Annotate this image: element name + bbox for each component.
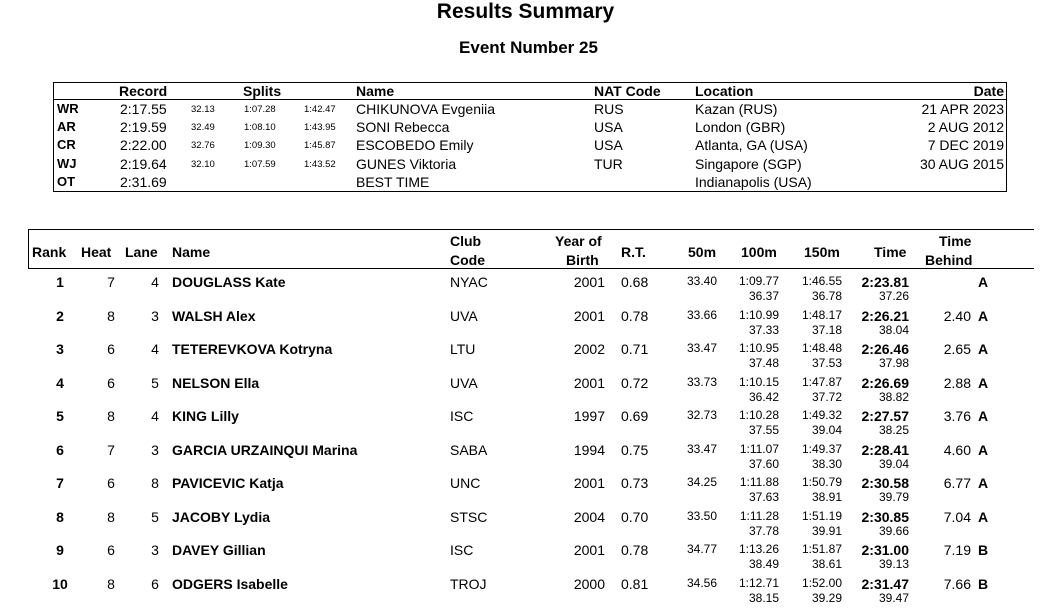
record-location: London (GBR) bbox=[695, 119, 786, 136]
club-code: UVA bbox=[450, 374, 478, 391]
record-split-1: 32.13 bbox=[191, 104, 215, 115]
split-50m: 33.66 bbox=[686, 307, 717, 322]
lap-200m: 39.66 bbox=[878, 523, 909, 538]
record-row bbox=[0, 156, 1051, 174]
qualifying-grade: A bbox=[978, 408, 989, 424]
swimmer-name: DOUGLASS Kate bbox=[172, 274, 286, 290]
split-100m: 1:10.15 bbox=[738, 374, 779, 389]
split-150m: 1:50.79 bbox=[801, 475, 842, 489]
record-date: 7 DEC 2019 bbox=[927, 137, 1004, 154]
record-split-2: 1:09.30 bbox=[244, 140, 276, 152]
year-of-birth: 2001 bbox=[573, 274, 605, 290]
split-100m: 1:10.95 bbox=[738, 341, 779, 355]
record-time: 2:19.59 bbox=[120, 119, 167, 136]
result-rank: 4 bbox=[56, 374, 64, 391]
time-behind: 2.40 bbox=[943, 307, 971, 324]
result-heat: 8 bbox=[107, 307, 115, 324]
club-code: UVA bbox=[450, 307, 478, 324]
page-title: Results Summary bbox=[436, 0, 615, 23]
lap-100m: 37.55 bbox=[748, 423, 779, 437]
swimmer-name: NELSON Ella bbox=[172, 374, 260, 391]
lap-200m: 38.25 bbox=[878, 423, 909, 437]
lap-200m: 39.13 bbox=[878, 557, 909, 571]
year-of-birth: 2004 bbox=[573, 508, 605, 525]
result-lane: 5 bbox=[151, 374, 159, 391]
result-row bbox=[0, 341, 1051, 375]
final-time: 2:27.57 bbox=[861, 408, 909, 424]
record-time: 2:17.55 bbox=[120, 101, 167, 117]
split-150m: 1:51.19 bbox=[801, 508, 842, 523]
lap-150m: 39.91 bbox=[811, 523, 842, 538]
record-location: Indianapolis (USA) bbox=[695, 173, 812, 190]
result-rank: 9 bbox=[56, 542, 64, 558]
header-year-of: Year of bbox=[555, 233, 602, 249]
record-location: Singapore (SGP) bbox=[695, 155, 802, 172]
header-time-behind-1: Time bbox=[939, 233, 972, 249]
result-lane: 3 bbox=[151, 542, 159, 558]
header-birth: Birth bbox=[566, 252, 599, 268]
records-header-record: Record bbox=[119, 83, 168, 99]
lap-200m: 39.47 bbox=[878, 590, 909, 605]
time-behind: 7.66 bbox=[943, 575, 971, 592]
lap-200m: 38.04 bbox=[878, 322, 909, 337]
record-time: 2:19.64 bbox=[120, 155, 167, 172]
reaction-time: 0.72 bbox=[621, 374, 649, 391]
result-row bbox=[0, 442, 1051, 476]
qualifying-grade: A bbox=[978, 441, 989, 458]
split-50m: 33.47 bbox=[686, 441, 717, 456]
swimmer-name: PAVICEVIC Katja bbox=[172, 475, 284, 491]
result-lane: 8 bbox=[151, 475, 159, 491]
header-heat: Heat bbox=[81, 244, 112, 260]
qualifying-grade: B bbox=[978, 542, 989, 558]
records-header-divider bbox=[53, 99, 1007, 100]
record-split-1: 32.76 bbox=[191, 140, 215, 152]
result-heat: 7 bbox=[107, 274, 115, 290]
year-of-birth: 2001 bbox=[573, 307, 605, 324]
record-split-3: 1:43.95 bbox=[304, 122, 336, 134]
lap-100m: 37.78 bbox=[748, 523, 779, 538]
result-lane: 6 bbox=[151, 575, 159, 592]
final-time: 2:28.41 bbox=[861, 441, 909, 458]
final-time: 2:30.58 bbox=[861, 475, 909, 491]
record-row bbox=[0, 119, 1051, 137]
lap-100m: 37.60 bbox=[748, 456, 779, 471]
result-heat: 8 bbox=[107, 575, 115, 592]
year-of-birth: 2000 bbox=[573, 575, 605, 592]
result-heat: 6 bbox=[107, 374, 115, 391]
record-nat: RUS bbox=[594, 101, 624, 117]
header-150m: 150m bbox=[804, 244, 840, 260]
records-header-name: Name bbox=[356, 83, 395, 99]
lap-150m: 37.53 bbox=[811, 356, 842, 370]
lap-100m: 37.33 bbox=[748, 322, 779, 337]
records-header-date: Date bbox=[973, 83, 1004, 99]
record-row bbox=[0, 174, 1051, 192]
record-split-2: 1:07.59 bbox=[244, 158, 276, 170]
record-code: AR bbox=[57, 119, 76, 135]
swimmer-name: TETEREVKOVA Kotryna bbox=[172, 341, 333, 357]
year-of-birth: 2001 bbox=[573, 475, 605, 491]
reaction-time: 0.73 bbox=[621, 475, 649, 491]
final-time: 2:23.81 bbox=[861, 274, 909, 290]
record-code: WJ bbox=[57, 155, 77, 171]
qualifying-grade: A bbox=[978, 508, 989, 525]
lap-200m: 38.82 bbox=[878, 389, 909, 404]
result-row bbox=[0, 274, 1051, 308]
swimmer-name: WALSH Alex bbox=[172, 307, 256, 324]
split-150m: 1:46.55 bbox=[801, 274, 842, 288]
lap-200m: 37.26 bbox=[878, 289, 909, 303]
result-rank: 5 bbox=[56, 408, 64, 424]
lap-100m: 38.49 bbox=[748, 557, 779, 571]
lap-150m: 36.78 bbox=[811, 289, 842, 303]
result-heat: 6 bbox=[107, 341, 115, 357]
reaction-time: 0.71 bbox=[621, 341, 649, 357]
record-code: OT bbox=[57, 173, 76, 189]
reaction-time: 0.75 bbox=[621, 441, 649, 458]
qualifying-grade: A bbox=[978, 475, 989, 491]
record-split-3: 1:42.47 bbox=[304, 104, 336, 115]
record-date: 2 AUG 2012 bbox=[927, 119, 1004, 136]
club-code: ISC bbox=[450, 408, 474, 424]
year-of-birth: 2001 bbox=[573, 542, 605, 558]
record-holder: SONI Rebecca bbox=[356, 119, 450, 136]
reaction-time: 0.81 bbox=[621, 575, 649, 592]
split-150m: 1:52.00 bbox=[801, 575, 842, 590]
lap-150m: 39.04 bbox=[811, 423, 842, 437]
record-split-2: 1:08.10 bbox=[244, 122, 276, 134]
qualifying-grade: A bbox=[978, 341, 989, 357]
lap-150m: 38.91 bbox=[811, 490, 842, 504]
qualifying-grade: B bbox=[978, 575, 989, 592]
split-100m: 1:12.71 bbox=[738, 575, 779, 590]
split-100m: 1:13.26 bbox=[738, 542, 779, 556]
result-row bbox=[0, 308, 1051, 342]
record-nat: TUR bbox=[594, 155, 623, 172]
lap-100m: 36.42 bbox=[748, 389, 779, 404]
result-rank: 10 bbox=[52, 575, 68, 592]
time-behind: 3.76 bbox=[943, 408, 971, 424]
lap-150m: 38.61 bbox=[811, 557, 842, 571]
record-time: 2:22.00 bbox=[120, 137, 167, 154]
result-rank: 3 bbox=[56, 341, 64, 357]
split-50m: 33.50 bbox=[686, 508, 717, 523]
lap-200m: 39.04 bbox=[878, 456, 909, 471]
split-50m: 33.47 bbox=[686, 341, 717, 355]
swimmer-name: ODGERS Isabelle bbox=[172, 575, 288, 592]
lap-150m: 37.72 bbox=[811, 389, 842, 404]
split-150m: 1:48.48 bbox=[801, 341, 842, 355]
record-split-1: 32.49 bbox=[191, 122, 215, 134]
header-time-behind-2: Behind bbox=[925, 252, 973, 268]
year-of-birth: 1997 bbox=[573, 408, 605, 424]
record-holder: GUNES Viktoria bbox=[356, 155, 457, 172]
swimmer-name: KING Lilly bbox=[172, 408, 239, 424]
split-150m: 1:51.87 bbox=[801, 542, 842, 556]
final-time: 2:26.46 bbox=[861, 341, 909, 357]
split-100m: 1:10.28 bbox=[738, 408, 779, 422]
reaction-time: 0.69 bbox=[621, 408, 649, 424]
result-heat: 7 bbox=[107, 441, 115, 458]
result-rank: 1 bbox=[56, 274, 64, 290]
record-split-2: 1:07.28 bbox=[244, 104, 276, 115]
record-code: CR bbox=[57, 137, 76, 153]
club-code: ISC bbox=[450, 542, 474, 558]
split-50m: 34.25 bbox=[686, 475, 717, 489]
split-100m: 1:09.77 bbox=[738, 274, 779, 288]
header-name: Name bbox=[172, 244, 211, 260]
club-code: SABA bbox=[450, 441, 488, 458]
result-heat: 8 bbox=[107, 408, 115, 424]
result-lane: 4 bbox=[151, 408, 159, 424]
split-100m: 1:11.88 bbox=[739, 475, 779, 489]
swimmer-name: GARCIA URZAINQUI Marina bbox=[172, 441, 358, 458]
lap-150m: 39.29 bbox=[811, 590, 842, 605]
record-row bbox=[0, 137, 1051, 155]
record-nat: USA bbox=[594, 137, 623, 154]
result-rank: 6 bbox=[56, 441, 64, 458]
lap-150m: 38.30 bbox=[811, 456, 842, 471]
record-time: 2:31.69 bbox=[120, 173, 167, 190]
lap-100m: 37.63 bbox=[748, 490, 779, 504]
time-behind: 7.19 bbox=[943, 542, 971, 558]
reaction-time: 0.70 bbox=[621, 508, 649, 525]
final-time: 2:31.00 bbox=[861, 542, 909, 558]
final-time: 2:26.21 bbox=[861, 307, 909, 324]
split-150m: 1:49.32 bbox=[801, 408, 842, 422]
lap-200m: 37.98 bbox=[878, 356, 909, 370]
record-holder: ESCOBEDO Emily bbox=[356, 137, 474, 154]
header-100m: 100m bbox=[741, 244, 777, 260]
result-rank: 2 bbox=[56, 307, 64, 324]
record-split-1: 32.10 bbox=[191, 158, 215, 170]
time-behind: 7.04 bbox=[943, 508, 971, 525]
year-of-birth: 2001 bbox=[573, 374, 605, 391]
result-heat: 8 bbox=[107, 508, 115, 525]
result-row bbox=[0, 509, 1051, 543]
result-rank: 8 bbox=[56, 508, 64, 525]
record-code: WR bbox=[57, 101, 79, 116]
club-code: TROJ bbox=[450, 575, 487, 592]
header-club: Club bbox=[450, 233, 482, 249]
swimmer-name: JACOBY Lydia bbox=[172, 508, 271, 525]
split-100m: 1:11.28 bbox=[739, 508, 779, 523]
split-100m: 1:10.99 bbox=[738, 307, 779, 322]
records-header-splits: Splits bbox=[243, 83, 282, 99]
header-50m: 50m bbox=[688, 244, 717, 260]
header-lane: Lane bbox=[125, 244, 158, 260]
record-holder: CHIKUNOVA Evgeniia bbox=[356, 101, 496, 117]
qualifying-grade: A bbox=[978, 374, 989, 391]
lap-100m: 37.48 bbox=[748, 356, 779, 370]
result-lane: 3 bbox=[151, 307, 159, 324]
year-of-birth: 2002 bbox=[573, 341, 605, 357]
result-lane: 4 bbox=[151, 341, 159, 357]
lap-100m: 36.37 bbox=[748, 289, 779, 303]
result-row bbox=[0, 408, 1051, 442]
result-lane: 3 bbox=[151, 441, 159, 458]
year-of-birth: 1994 bbox=[573, 441, 605, 458]
header-rank: Rank bbox=[32, 244, 67, 260]
record-split-3: 1:43.52 bbox=[304, 158, 336, 170]
reaction-time: 0.68 bbox=[621, 274, 649, 290]
result-rank: 7 bbox=[56, 475, 64, 491]
split-100m: 1:11.07 bbox=[739, 441, 779, 456]
qualifying-grade: A bbox=[978, 274, 989, 290]
record-holder: BEST TIME bbox=[356, 173, 430, 190]
record-date: 21 APR 2023 bbox=[921, 101, 1004, 117]
time-behind: 2.65 bbox=[943, 341, 971, 357]
record-location: Kazan (RUS) bbox=[695, 101, 778, 117]
split-50m: 33.73 bbox=[686, 374, 717, 389]
result-row bbox=[0, 375, 1051, 409]
time-behind: 2.88 bbox=[943, 374, 971, 391]
header-rt: R.T. bbox=[621, 244, 646, 260]
records-header-location: Location bbox=[695, 83, 754, 99]
record-nat: USA bbox=[594, 119, 623, 136]
time-behind: 6.77 bbox=[943, 475, 971, 491]
result-row bbox=[0, 542, 1051, 576]
split-50m: 33.40 bbox=[686, 274, 717, 288]
header-code: Code bbox=[450, 252, 485, 268]
reaction-time: 0.78 bbox=[621, 307, 649, 324]
qualifying-grade: A bbox=[978, 307, 989, 324]
result-lane: 5 bbox=[151, 508, 159, 525]
result-heat: 6 bbox=[107, 475, 115, 491]
split-50m: 32.73 bbox=[686, 408, 717, 422]
records-header-nat: NAT Code bbox=[594, 83, 661, 99]
club-code: NYAC bbox=[450, 274, 488, 290]
lap-150m: 37.18 bbox=[811, 322, 842, 337]
club-code: LTU bbox=[450, 341, 476, 357]
club-code: UNC bbox=[450, 475, 481, 491]
record-location: Atlanta, GA (USA) bbox=[695, 137, 808, 154]
header-time: Time bbox=[874, 244, 907, 260]
result-lane: 4 bbox=[151, 274, 159, 290]
split-150m: 1:48.17 bbox=[801, 307, 842, 322]
split-50m: 34.56 bbox=[686, 575, 717, 590]
event-number: Event Number 25 bbox=[459, 38, 598, 57]
club-code: STSC bbox=[450, 508, 488, 525]
lap-100m: 38.15 bbox=[748, 590, 779, 605]
split-150m: 1:49.37 bbox=[801, 441, 842, 456]
result-row bbox=[0, 576, 1051, 610]
lap-200m: 39.79 bbox=[878, 490, 909, 504]
swimmer-name: DAVEY Gillian bbox=[172, 542, 266, 558]
result-heat: 6 bbox=[107, 542, 115, 558]
result-row bbox=[0, 475, 1051, 509]
record-split-3: 1:45.87 bbox=[304, 140, 336, 152]
record-date: 30 AUG 2015 bbox=[919, 155, 1004, 172]
final-time: 2:30.85 bbox=[861, 508, 909, 525]
record-row bbox=[0, 101, 1051, 119]
split-50m: 34.77 bbox=[686, 542, 717, 556]
split-150m: 1:47.87 bbox=[801, 374, 842, 389]
time-behind: 4.60 bbox=[943, 441, 971, 458]
final-time: 2:26.69 bbox=[861, 374, 909, 391]
final-time: 2:31.47 bbox=[861, 575, 909, 592]
reaction-time: 0.78 bbox=[621, 542, 649, 558]
